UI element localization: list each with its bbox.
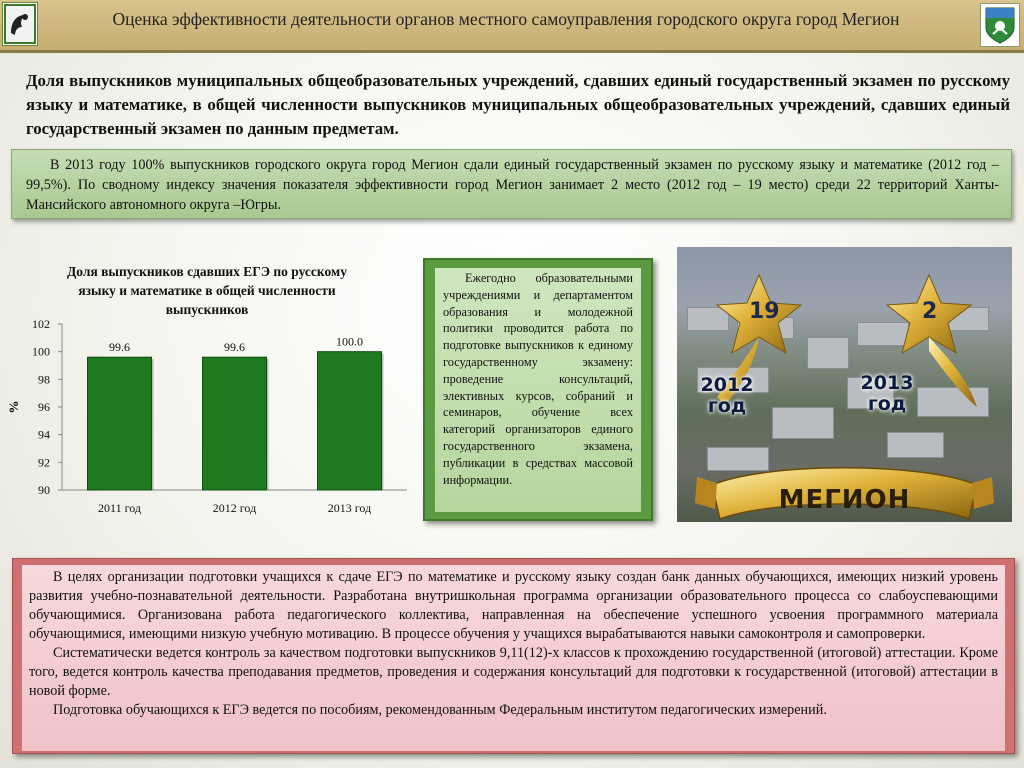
main-heading: Доля выпускников муниципальных общеобразовательных учреждений, сдавших единый государственный экзамен по русскому языку и математике, в общей численности выпускников муниципальных общеобразовательных учреждений, сдавших единый государственный экзамен по данным предметам. — [26, 71, 1010, 138]
megion-rating-picture — [677, 247, 1012, 522]
year-right-label: 2013 год — [860, 372, 914, 415]
year-left-label: 2012 год — [700, 374, 754, 417]
header-bar — [0, 0, 1024, 53]
bar-value-label: 99.6 — [109, 340, 130, 355]
info-text: Ежегодно образовательными учреждениями и департаментом образования и молодежной политики проводится работа по подготовке выпускников к единому государственному экзамену: проведение консультаций, элективных курсов, собраний и семинаров, обучение всех категорий организаторов единого государственного экзамена, публикации в средствах массовой информации. — [435, 268, 641, 512]
chart-title: Доля выпускников сдавших ЕГЭ по русскому языку и математике в общей численности выпускников — [67, 264, 347, 317]
region-coat-of-arms-icon — [980, 3, 1020, 47]
banner-text: МЕГИОН — [778, 485, 911, 515]
y-tick-label: 100 — [32, 344, 50, 359]
y-tick-label: 102 — [32, 317, 50, 331]
y-tick-label: 92 — [38, 455, 50, 470]
y-tick-label: 98 — [38, 372, 50, 387]
bottom-paragraph: Систематически ведется контроль за качеством подготовки выпускников 9,11(12)-х классов к прохождению государственной (итоговой) аттестации. Кроме того, ведется контроль качества преподавания предметов, проведения и содержания консультаций для подготовки к государственной (итоговой) аттестации в новой форме. — [29, 645, 998, 699]
bar — [88, 357, 152, 490]
info-box — [423, 258, 653, 521]
header-title: Оценка эффективности деятельности органов местного самоуправления городского округа город Мегион — [112, 9, 900, 29]
y-axis-label: % — [6, 400, 21, 414]
bar — [318, 352, 382, 490]
x-tick-label: 2011 год — [98, 501, 141, 515]
y-tick-label: 94 — [38, 427, 50, 442]
bar-value-label: 100.0 — [336, 334, 363, 349]
bottom-paragraph: В целях организации подготовки учащихся к сдаче ЕГЭ по математике и русскому языку создан банк данных обучающихся, имеющих низкий уровень развития учебно-познавательной деятельности. Разработана внутришкольная программа организации образовательного процесса со слабоуспевающими обучающимися. Организована работа педагогического коллектива, направленная на обеспечение успешного усвоения программного материала обучающимися, имеющими низкую учебную мотивацию. В процессе обучения у учащихся вырабатываются навыки самоконтроля и самопроверки. — [29, 569, 998, 642]
star-right-number: 2 — [922, 299, 938, 324]
city-emblem-icon — [2, 2, 38, 46]
bottom-paragraph: Подготовка обучающихся к ЕГЭ ведется по пособиям, рекомендованным Федеральным институтом педагогических измерений. — [53, 702, 827, 718]
bar-value-label: 99.6 — [224, 340, 245, 355]
summary-box: В 2013 году 100% выпускников городского округа город Мегион сдали единый государственный экзамен по русскому языку и математике (2012 год – 99,5%). По сводному индексу значения показателя эффективности город Мегион занимает 2 место (2012 год – 19 место) среди 22 территорий Ханты-Мансийского автономного округа –Югры. — [11, 149, 1012, 219]
chart-area — [0, 250, 420, 530]
y-tick-label: 90 — [38, 483, 50, 497]
y-tick-label: 96 — [38, 400, 50, 414]
bar — [203, 357, 267, 490]
bottom-text — [22, 565, 1005, 751]
bottom-box — [12, 558, 1015, 754]
x-tick-label: 2013 год — [327, 501, 372, 515]
x-tick-label: 2012 год — [212, 501, 257, 515]
star-left-number: 19 — [749, 299, 780, 324]
